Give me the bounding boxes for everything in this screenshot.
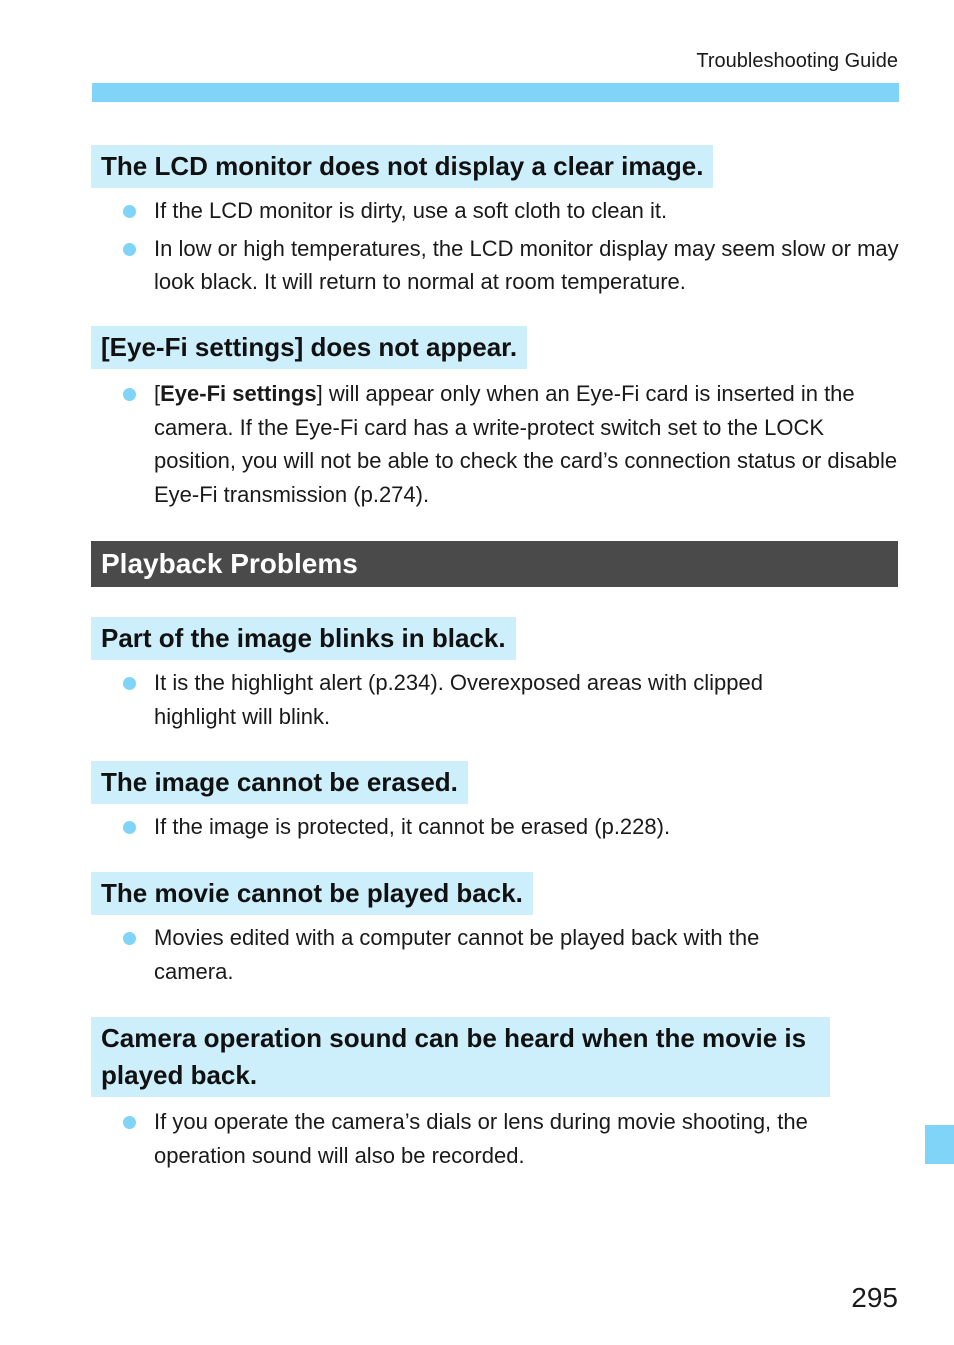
section-movie-playback	[91, 872, 899, 988]
list-item: It is the highlight alert (p.234). Overexposed areas with clipped highlight will blink.	[91, 666, 899, 733]
section-heading: The LCD monitor does not display a clear image.	[91, 145, 713, 188]
bullet-list	[91, 377, 899, 511]
list-item: If you operate the camera’s dials or lens during movie shooting, the operation sound will also be recorded.	[91, 1105, 899, 1172]
section-heading: [Eye-Fi settings] does not appear.	[91, 326, 527, 369]
header-accent-bar	[92, 83, 899, 102]
bracket-text: [	[154, 381, 161, 406]
section-heading: Camera operation sound can be heard when the movie is played back.	[91, 1017, 830, 1097]
list-item: If the image is protected, it cannot be erased (p.228).	[91, 810, 899, 844]
running-header: Troubleshooting Guide	[696, 50, 898, 72]
bullet-text: ] will appear only when an Eye-Fi card is inserted in the camera. If the Eye-Fi card has a write-protect switch set to the LOCK position, you will not be able to check the card’s connection status or disable Eye-Fi transmission (p.274).	[154, 381, 898, 507]
page-number: 295	[851, 1282, 898, 1313]
bullet-list	[91, 1105, 899, 1172]
section-band-title: Playback Problems	[91, 541, 898, 587]
section-heading: Part of the image blinks in black.	[91, 617, 516, 660]
list-item: In low or high temperatures, the LCD monitor display may seem slow or may look black. It will return to normal at room temperature.	[91, 232, 899, 299]
section-lcd-monitor	[91, 145, 899, 299]
bullet-list	[91, 921, 899, 988]
section-heading: The movie cannot be played back.	[91, 872, 533, 915]
list-item: Movies edited with a computer cannot be played back with the camera.	[91, 921, 899, 988]
section-operation-sound	[91, 1017, 899, 1172]
section-heading: The image cannot be erased.	[91, 761, 468, 804]
list-item: If the LCD monitor is dirty, use a soft cloth to clean it.	[91, 194, 899, 228]
bullet-list	[91, 194, 899, 299]
section-cannot-erase	[91, 761, 899, 844]
bullet-list	[91, 666, 899, 733]
section-image-blinks	[91, 617, 899, 733]
list-item	[91, 377, 899, 511]
bullet-list	[91, 810, 899, 844]
menu-item-name: Eye-Fi settings	[160, 381, 317, 406]
chapter-tab	[925, 1125, 954, 1164]
section-eye-fi	[91, 326, 899, 511]
